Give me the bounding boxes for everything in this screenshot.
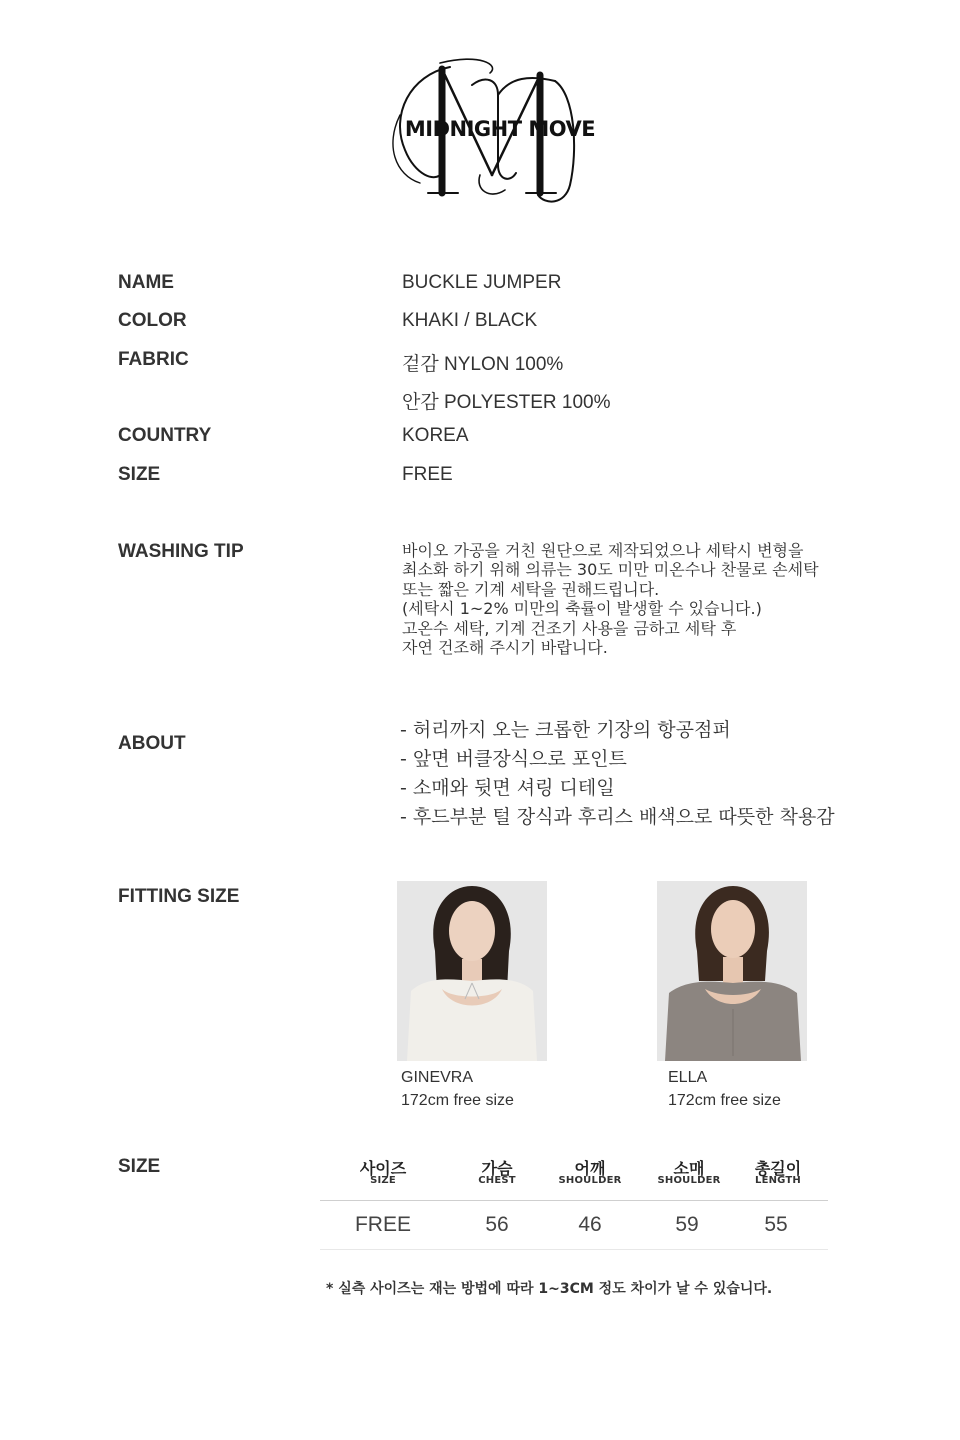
cell-chest: 56	[485, 1213, 509, 1236]
model-size: 172cm free size	[668, 1092, 781, 1109]
about-item: - 후드부분 털 장식과 후리스 배색으로 따뜻한 착용감	[400, 806, 835, 828]
brand-name: MIDNIGHT MOVE	[404, 117, 596, 141]
about-item: - 허리까지 오는 크롭한 기장의 항공점퍼	[400, 719, 731, 741]
table-header-divider	[320, 1200, 828, 1201]
washing-line: 바이오 가공을 거친 원단으로 제작되었으나 세탁시 변형을	[402, 541, 804, 560]
header-shoulder-en: SHOULDER	[558, 1175, 622, 1186]
header-sleeve-en: SHOULDER	[657, 1175, 721, 1186]
about-item: - 앞면 버클장식으로 포인트	[400, 748, 627, 770]
about-item: - 소매와 뒷면 셔링 디테일	[400, 777, 615, 799]
washing-tip-label: WASHING TIP	[118, 541, 244, 562]
cell-length: 55	[764, 1213, 788, 1236]
washing-line: 자연 건조해 주시기 바랍니다.	[402, 638, 608, 658]
washing-line: (세탁시 1~2% 미만의 축률이 발생할 수 있습니다.)	[402, 599, 762, 619]
fabric-label: FABRIC	[118, 349, 189, 370]
model-photo-ella	[657, 881, 807, 1061]
header-sleeve-ko: 소매	[673, 1159, 705, 1178]
size-note: * 실측 사이즈는 재는 방법에 따라 1~3CM 정도 차이가 날 수 있습니다.	[326, 1281, 773, 1297]
header-length-en: LENGTH	[755, 1175, 801, 1186]
color-label: COLOR	[118, 310, 187, 331]
fabric-outer-value: 겉감 NYLON 100%	[402, 354, 564, 375]
name-value: BUCKLE JUMPER	[402, 272, 562, 293]
washing-tip-text	[402, 541, 932, 657]
country-value: KOREA	[402, 425, 469, 446]
header-size-ko: 사이즈	[359, 1159, 407, 1178]
name-label: NAME	[118, 272, 174, 293]
cell-shoulder: 46	[578, 1213, 602, 1236]
size-table-label: SIZE	[118, 1156, 161, 1177]
country-label: COUNTRY	[118, 425, 212, 446]
table-bottom-divider	[320, 1249, 828, 1250]
washing-line: 고온수 세탁, 기계 건조기 사용을 금하고 세탁 후	[402, 618, 737, 638]
fabric-inner-value: 안감 POLYESTER 100%	[402, 392, 611, 413]
model-photo-ginevra	[397, 881, 547, 1061]
size-label: SIZE	[118, 464, 161, 485]
header-shoulder-ko: 어깨	[574, 1159, 606, 1178]
fitting-size-label: FITTING SIZE	[118, 886, 240, 907]
color-value: KHAKI / BLACK	[402, 310, 538, 331]
header-length-ko: 총길이	[754, 1159, 802, 1178]
header-chest-en: CHEST	[478, 1175, 516, 1186]
model-name: ELLA	[668, 1069, 708, 1086]
washing-line: 최소화 하기 위해 의류는 30도 미만 미온수나 찬물로 손세탁	[402, 560, 819, 580]
about-list	[400, 716, 835, 832]
header-size-en: SIZE	[370, 1175, 396, 1186]
cell-sleeve: 59	[675, 1213, 699, 1236]
model-name: GINEVRA	[401, 1069, 474, 1086]
size-value: FREE	[402, 464, 453, 485]
model-size: 172cm free size	[401, 1092, 514, 1109]
brand-logo	[380, 55, 620, 215]
header-chest-ko: 가슴	[481, 1159, 513, 1178]
washing-line: 또는 짧은 기계 세탁을 권해드립니다.	[402, 579, 660, 599]
about-label: ABOUT	[118, 733, 186, 754]
cell-size: FREE	[354, 1213, 411, 1236]
